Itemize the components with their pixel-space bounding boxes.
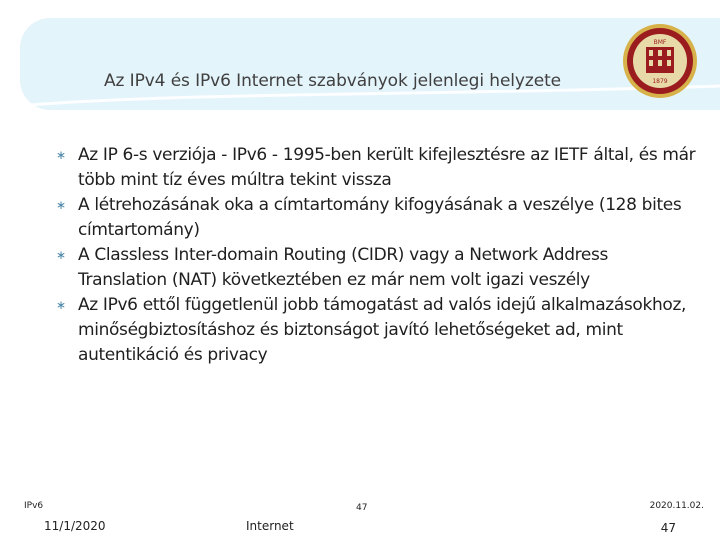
asterisk-bullet-icon: ∗ xyxy=(56,248,66,262)
bullet-text: A Classless Inter-domain Routing (CIDR) vagy a Network Address Translation (NAT) következtében ez már nem volt igazi veszély xyxy=(78,245,609,290)
footer-topic-small: IPv6 xyxy=(24,501,44,511)
university-seal-logo xyxy=(621,20,699,102)
footer-topic: Internet xyxy=(246,519,294,533)
slide-title: Az IPv4 és IPv6 Internet szabványok jelenlegi helyzete xyxy=(104,71,561,91)
svg-text:1879: 1879 xyxy=(652,78,668,85)
bullet-item xyxy=(56,143,696,193)
asterisk-bullet-icon: ∗ xyxy=(56,148,66,162)
footer-page-number: 47 xyxy=(660,521,676,535)
header-wave-decoration xyxy=(0,0,720,110)
bullet-item xyxy=(56,193,696,243)
bullet-item xyxy=(56,293,696,368)
bullet-item xyxy=(56,243,696,293)
svg-text:BMF: BMF xyxy=(653,39,667,46)
footer-date-small: 2020.11.02. xyxy=(649,501,704,511)
asterisk-bullet-icon: ∗ xyxy=(56,198,66,212)
bullet-text: A létrehozásának oka a címtartomány kifogyásának a veszélye (128 bites címtartomány) xyxy=(78,195,682,240)
bullet-text: Az IP 6-s verziója - IPv6 - 1995-ben került kifejlesztésre az IETF által, és már több mint tíz éves múltra tekint vissza xyxy=(78,145,696,190)
bullet-list xyxy=(56,143,696,368)
bullet-text: Az IPv6 ettől függetlenül jobb támogatást ad valós idejű alkalmazásokhoz, minőségbiztosításhoz és biztonságot javító lehetőségeket ad, mint autentikáció és privacy xyxy=(78,295,687,365)
footer-slide-number-small: 47 xyxy=(356,503,368,513)
asterisk-bullet-icon: ∗ xyxy=(56,298,66,312)
footer-date: 11/1/2020 xyxy=(44,519,106,533)
